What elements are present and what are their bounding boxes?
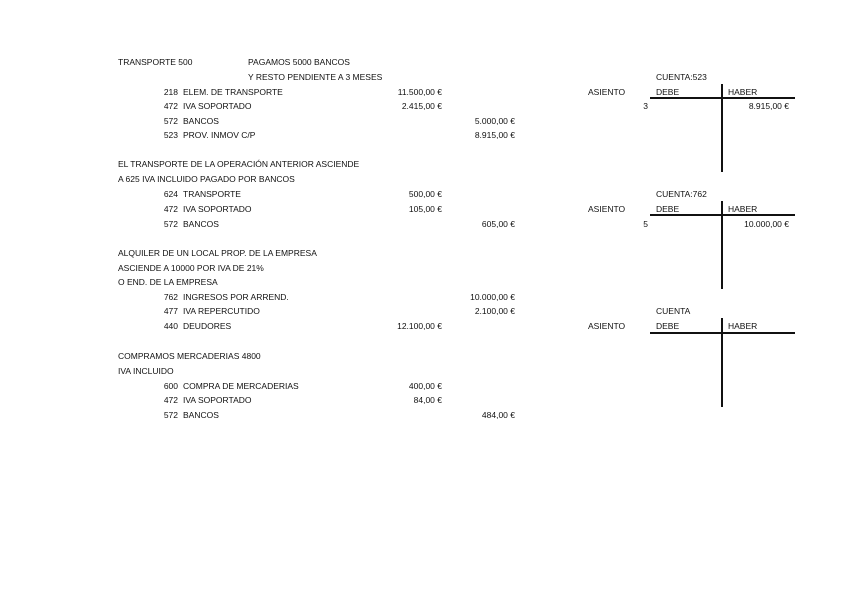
account-name: IVA REPERCUTIDO [183,306,260,316]
account-code: 477 [163,306,178,316]
account-name: BANCOS [183,116,219,126]
debit-amount: 11.500,00 € [397,87,442,97]
account-name: COMPRA DE MERCADERIAS [183,381,299,391]
debe-label: DEBE [656,321,680,331]
debit-amount: 2.415,00 € [401,101,442,111]
debit-amount: 84,00 € [413,395,442,405]
entry-description: EL TRANSPORTE DE LA OPERACIÓN ANTERIOR ASCIENDE [118,159,360,169]
account-name: IVA SOPORTADO [183,204,252,214]
account-code: 523 [163,130,178,140]
t-account-title: CUENTA:762 [656,189,707,199]
entry-description: ASCIENDE A 10000 POR IVA DE 21% [118,263,264,273]
entry-description: O END. DE LA EMPRESA [118,277,218,287]
t-account-divider [721,84,723,172]
entry-description: ALQUILER DE UN LOCAL PROP. DE LA EMPRESA [118,248,317,258]
entry-note: Y RESTO PENDIENTE A 3 MESES [248,72,383,82]
account-code: 440 [163,321,178,331]
account-code: 472 [163,204,178,214]
debe-label: DEBE [656,87,680,97]
credit-amount: 5.000,00 € [474,116,515,126]
account-code: 472 [163,395,178,405]
account-code: 218 [163,87,178,97]
haber-amount: 8.915,00 € [748,101,789,111]
haber-label: HABER [728,204,758,214]
asiento-label: ASIENTO [588,204,626,214]
account-name: DEUDORES [183,321,232,331]
t-account-title: CUENTA [656,306,691,316]
credit-amount: 2.100,00 € [474,306,515,316]
debit-amount: 105,00 € [408,204,442,214]
account-code: 624 [163,189,178,199]
entry-note: PAGAMOS 5000 BANCOS [248,57,350,67]
asiento-number: 3 [643,101,648,111]
asiento-label: ASIENTO [588,321,626,331]
account-code: 572 [163,410,178,420]
credit-amount: 8.915,00 € [474,130,515,140]
haber-label: HABER [728,87,758,97]
haber-label: HABER [728,321,758,331]
asiento-label: ASIENTO [588,87,626,97]
account-code: 762 [163,292,178,302]
debe-label: DEBE [656,204,680,214]
entry-description: IVA INCLUIDO [118,366,174,376]
account-name: PROV. INMOV C/P [183,130,256,140]
entry-description: COMPRAMOS MERCADERIAS 4800 [118,351,261,361]
entry-description: A 625 IVA INCLUIDO PAGADO POR BANCOS [118,174,295,184]
haber-amount: 10.000,00 € [744,219,789,229]
account-name: BANCOS [183,219,219,229]
debit-amount: 400,00 € [408,381,442,391]
t-account-divider [721,318,723,407]
account-code: 472 [163,101,178,111]
t-account-title: CUENTA:523 [656,72,707,82]
account-code: 600 [163,381,178,391]
account-code: 572 [163,219,178,229]
account-name: ELEM. DE TRANSPORTE [183,87,283,97]
account-name: IVA SOPORTADO [183,395,252,405]
credit-amount: 484,00 € [481,410,515,420]
account-code: 572 [163,116,178,126]
t-account-divider [721,201,723,289]
debit-amount: 12.100,00 € [397,321,442,331]
credit-amount: 605,00 € [481,219,515,229]
account-name: BANCOS [183,410,219,420]
account-name: INGRESOS POR ARREND. [183,292,289,302]
asiento-number: 5 [643,219,648,229]
account-name: IVA SOPORTADO [183,101,252,111]
entry-description: TRANSPORTE 500 [118,57,193,67]
debit-amount: 500,00 € [408,189,442,199]
credit-amount: 10.000,00 € [470,292,515,302]
account-name: TRANSPORTE [183,189,241,199]
